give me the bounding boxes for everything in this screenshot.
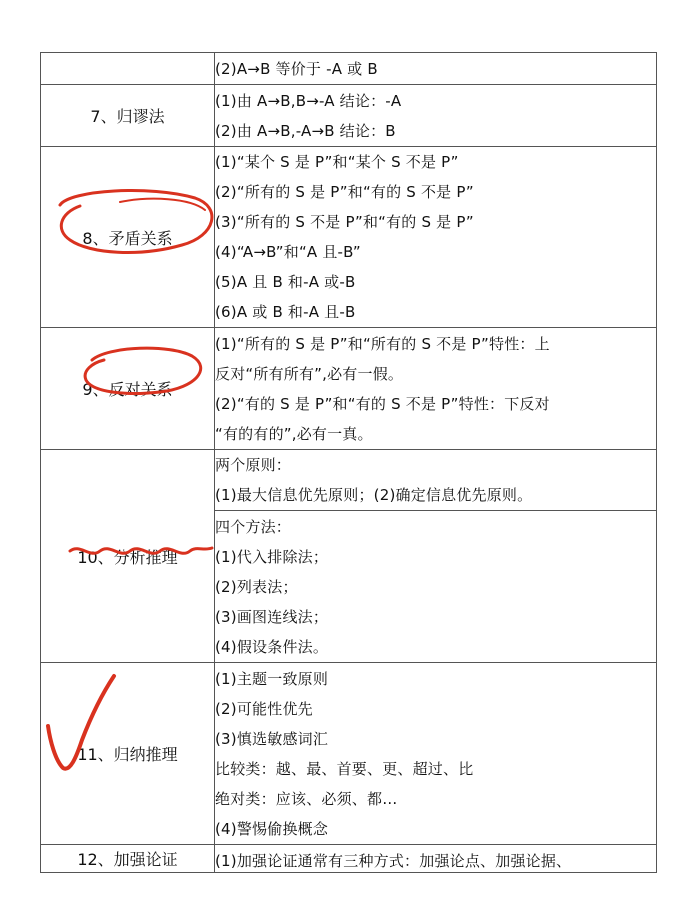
section-label: 9、反对关系 [82,380,173,399]
content-line: (1)最大信息优先原则；(2)确定信息优先原则。 [215,486,533,504]
row-content [215,663,657,845]
content-line: (6)A 或 B 和-A 且-B [215,303,356,321]
row-label [41,147,215,328]
content-line: (1)主题一致原则 [215,669,329,688]
content-line: 两个原则： [215,456,292,474]
row-content [215,328,657,450]
content-line: 反对“所有所有”,必有一假。 [215,364,404,383]
content-line: (4)假设条件法。 [215,637,329,656]
section-label: 11、归纳推理 [77,745,178,764]
content-line: (4)“A→B”和“A 且-B” [215,243,361,261]
content-line: (2)列表法； [215,577,298,596]
content-line: (3)画图连线法； [215,607,329,626]
row-content [215,147,657,328]
content-line: (1)“某个 S 是 P”和“某个 S 不是 P” [215,153,459,171]
table-row [41,328,657,450]
row-content [215,450,657,511]
section-label: 7、归谬法 [90,107,165,126]
row-label [41,450,215,663]
content-line: (1)加强论证通常有三种方式：加强论点、加强论据、 [215,851,572,870]
table-row [41,663,657,845]
content-line: (2)可能性优先 [215,699,313,718]
section-label: 12、加强论证 [77,850,178,869]
content-line: 比较类：越、最、首要、更、超过、比 [215,759,474,778]
content-line: (2)“有的 S 是 P”和“有的 S 不是 P”特性：下反对 [215,394,550,413]
row-content [215,511,657,663]
table-row [41,147,657,328]
content-line: (2)A→B 等价于 -A 或 B [215,59,378,78]
content-line: (5)A 且 B 和-A 或-B [215,273,356,291]
table-row [41,450,657,511]
content-line: (1)代入排除法； [215,547,329,566]
row-label [41,85,215,147]
notes-table [40,52,657,873]
section-label: 8、矛盾关系 [82,228,173,248]
content-line: (1)“所有的 S 是 P”和“所有的 S 不是 P”特性：上 [215,334,550,353]
row-label [41,663,215,845]
table-row [41,53,657,85]
content-line: 绝对类：应该、必须、都… [215,789,398,808]
table-row [41,85,657,147]
content-line: 四个方法： [215,517,292,536]
content-line: (1)由 A→B,B→-A 结论：-A [215,91,402,110]
table-row [41,845,657,873]
content-line: (3)“所有的 S 不是 P”和“有的 S 是 P” [215,213,474,231]
row-label [41,53,215,85]
row-content [215,53,657,85]
content-line: (2)“所有的 S 是 P”和“有的 S 不是 P” [215,183,474,201]
content-line: (2)由 A→B,-A→B 结论：B [215,121,396,140]
content-line: “有的有的”,必有一真。 [215,424,373,443]
content-line: (3)慎选敏感词汇 [215,729,329,748]
row-content [215,85,657,147]
row-label [41,845,215,873]
section-label: 10、分析推理 [77,547,178,567]
content-line: (4)警惕偷换概念 [215,819,329,838]
row-content [215,845,657,873]
row-label [41,328,215,450]
